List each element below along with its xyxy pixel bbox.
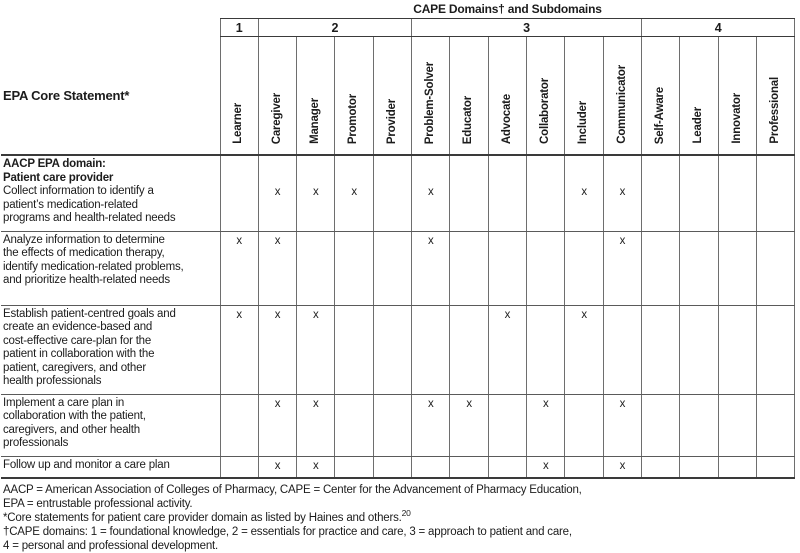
domain-group-1: 1 xyxy=(220,19,258,37)
mark-cell xyxy=(412,456,450,478)
mark-cell xyxy=(220,155,258,231)
mark-cell xyxy=(373,305,411,394)
mark-cell xyxy=(450,305,488,394)
domain-number-row xyxy=(1,19,795,37)
statement-line: programs and health-related needs xyxy=(3,212,176,224)
column-header-label: Advocate xyxy=(500,93,513,144)
mark-cell: x xyxy=(297,394,335,456)
mark-cell: x xyxy=(527,456,565,478)
footnote-abbreviations-line2: EPA = entrustable professional activity. xyxy=(3,498,193,510)
mark-cell xyxy=(527,231,565,305)
mark-cell xyxy=(718,155,756,231)
column-header-educator xyxy=(450,37,488,156)
mark-cell xyxy=(757,394,795,456)
mark-cell xyxy=(718,305,756,394)
footnote-cape-domains-line2: 4 = personal and professional development. xyxy=(3,540,219,552)
mark-cell xyxy=(718,456,756,478)
epa-statement xyxy=(1,305,220,394)
column-header-label: Includer xyxy=(577,100,590,144)
mark-cell xyxy=(450,231,488,305)
mark-cell xyxy=(603,305,641,394)
mark-cell: x xyxy=(527,394,565,456)
statement-line: identify medication-related problems, xyxy=(3,260,184,273)
statement-line: patient, caregivers, and other xyxy=(3,361,146,374)
mark-cell: x xyxy=(258,231,296,305)
column-header-collaborator xyxy=(527,37,565,156)
mark-cell: x xyxy=(258,456,296,478)
column-header-leader xyxy=(680,37,718,156)
mark-cell xyxy=(297,231,335,305)
column-header-provider xyxy=(373,37,411,156)
corner-spacer xyxy=(1,19,220,37)
mark-cell: x xyxy=(258,394,296,456)
mark-cell xyxy=(718,394,756,456)
citation-superscript: 20 xyxy=(401,508,411,519)
mark-cell xyxy=(680,231,718,305)
column-header-label: Communicator xyxy=(615,65,628,144)
statement-line: Implement a care plan in xyxy=(3,396,125,409)
mark-cell: x xyxy=(565,155,603,231)
column-header-label: Promotor xyxy=(347,93,360,144)
mark-cell: x xyxy=(603,155,641,231)
mark-cell: x xyxy=(603,456,641,478)
mark-cell: x xyxy=(450,394,488,456)
mark-cell xyxy=(680,305,718,394)
column-header-professional xyxy=(757,37,795,156)
statement-line: and prioritize health-related needs xyxy=(3,274,170,286)
mark-cell: x xyxy=(258,155,296,231)
column-header-label: Manager xyxy=(309,98,322,144)
statement-line: health professionals xyxy=(3,375,102,387)
mark-cell xyxy=(450,155,488,231)
mark-cell: x xyxy=(220,305,258,394)
mark-cell xyxy=(373,231,411,305)
mark-cell xyxy=(642,305,680,394)
table-row-analyze xyxy=(1,231,795,305)
mark-cell xyxy=(757,456,795,478)
column-header-label: Self-Aware xyxy=(654,86,667,144)
mark-cell xyxy=(565,456,603,478)
statement-line: cost-effective care-plan for the xyxy=(3,334,152,347)
mark-cell xyxy=(373,155,411,231)
mark-cell xyxy=(527,305,565,394)
aacp-domain-heading: AACP EPA domain: xyxy=(3,158,106,170)
column-header-label: Learner xyxy=(232,103,245,144)
table-row-follow-up xyxy=(1,456,795,478)
mark-cell xyxy=(642,456,680,478)
mark-cell xyxy=(450,456,488,478)
mark-cell: x xyxy=(488,305,526,394)
table-row-collect xyxy=(1,155,795,231)
aacp-domain-subheading: Patient care provider xyxy=(3,171,114,184)
column-header-label: Collaborator xyxy=(539,78,552,144)
footnote-core-statements xyxy=(3,508,798,525)
mark-cell xyxy=(220,394,258,456)
mark-cell xyxy=(757,155,795,231)
mark-cell: x xyxy=(412,394,450,456)
mark-cell: x xyxy=(297,305,335,394)
column-header-promotor xyxy=(335,37,373,156)
footnote-abbreviations-line1: AACP = American Association of Colleges of Pharmacy, CAPE = Center for the Advancement of Pharmacy Education, xyxy=(3,484,582,496)
column-header-includer xyxy=(565,37,603,156)
mark-cell: x xyxy=(335,155,373,231)
mark-cell: x xyxy=(412,155,450,231)
column-header-manager xyxy=(297,37,335,156)
domain-group-4: 4 xyxy=(642,19,795,37)
mark-cell: x xyxy=(297,456,335,478)
epa-statement xyxy=(1,231,220,305)
corner-label: EPA Core Statement* xyxy=(1,37,220,156)
table-row-establish xyxy=(1,305,795,394)
statement-line: Collect information to identify a xyxy=(3,185,154,197)
mark-cell xyxy=(680,394,718,456)
column-header-label: Provider xyxy=(385,98,398,144)
footnote-cape-domains-line1: †CAPE domains: 1 = foundational knowledge, 2 = essentials for practice and care, 3 = approach to patient and care, xyxy=(3,526,572,538)
domain-group-3: 3 xyxy=(412,19,642,37)
mark-cell xyxy=(680,456,718,478)
table-title: CAPE Domains† and Subdomains xyxy=(220,1,795,19)
table-footnotes xyxy=(1,479,800,553)
column-header-problem-solver xyxy=(412,37,450,156)
column-header-label: Educator xyxy=(462,95,475,144)
statement-line: patient’s medication-related xyxy=(3,198,138,211)
mark-cell: x xyxy=(258,305,296,394)
column-header-label: Professional xyxy=(769,77,781,144)
mark-cell xyxy=(335,456,373,478)
domain-group-2: 2 xyxy=(258,19,411,37)
mark-cell xyxy=(680,155,718,231)
statement-line: create an evidence-based and xyxy=(3,321,153,333)
column-header-label: Innovator xyxy=(730,93,743,144)
mark-cell: x xyxy=(220,231,258,305)
mark-cell xyxy=(335,305,373,394)
column-header-communicator xyxy=(603,37,641,156)
statement-line: professionals xyxy=(3,437,69,449)
mark-cell xyxy=(335,231,373,305)
column-header-label: Leader xyxy=(692,107,705,144)
column-header-caregiver xyxy=(258,37,296,156)
mark-cell xyxy=(488,394,526,456)
corner-spacer xyxy=(1,1,220,19)
mark-cell xyxy=(718,231,756,305)
mark-cell xyxy=(565,231,603,305)
mark-cell xyxy=(642,231,680,305)
statement-line: Analyze information to determine xyxy=(3,233,165,246)
mark-cell xyxy=(220,456,258,478)
epa-statement xyxy=(1,155,220,231)
column-header-learner xyxy=(220,37,258,156)
mark-cell xyxy=(527,155,565,231)
mark-cell xyxy=(488,231,526,305)
mark-cell xyxy=(757,305,795,394)
subdomain-header-row xyxy=(1,37,795,156)
mark-cell xyxy=(642,394,680,456)
statement-line: Follow up and monitor a care plan xyxy=(3,458,170,471)
column-header-self-aware xyxy=(642,37,680,156)
mark-cell xyxy=(642,155,680,231)
epa-statement xyxy=(1,394,220,456)
mark-cell: x xyxy=(565,305,603,394)
mark-cell xyxy=(373,456,411,478)
mark-cell: x xyxy=(603,231,641,305)
mark-cell: x xyxy=(412,231,450,305)
table-row-implement xyxy=(1,394,795,456)
column-header-advocate xyxy=(488,37,526,156)
statement-line: Establish patient-centred goals and xyxy=(3,307,176,320)
footnote-core-statements-text: *Core statements for patient care provider domain as listed by Haines and others. xyxy=(3,512,402,524)
mark-cell xyxy=(412,305,450,394)
mark-cell xyxy=(565,394,603,456)
mark-cell: x xyxy=(603,394,641,456)
statement-line: collaboration with the patient, xyxy=(3,410,146,422)
title-row xyxy=(1,1,795,19)
epa-cape-matrix-table xyxy=(1,1,795,479)
column-header-innovator xyxy=(718,37,756,156)
mark-cell: x xyxy=(297,155,335,231)
column-header-label: Caregiver xyxy=(270,92,283,144)
statement-line: the effects of medication therapy, xyxy=(3,247,165,259)
mark-cell xyxy=(757,231,795,305)
mark-cell xyxy=(373,394,411,456)
statement-line: caregivers, and other health xyxy=(3,423,140,436)
column-header-label: Problem-Solver xyxy=(424,61,437,144)
mark-cell xyxy=(488,456,526,478)
epa-statement xyxy=(1,456,220,478)
mark-cell xyxy=(488,155,526,231)
mark-cell xyxy=(335,394,373,456)
statement-line: patient in collaboration with the xyxy=(3,348,155,360)
